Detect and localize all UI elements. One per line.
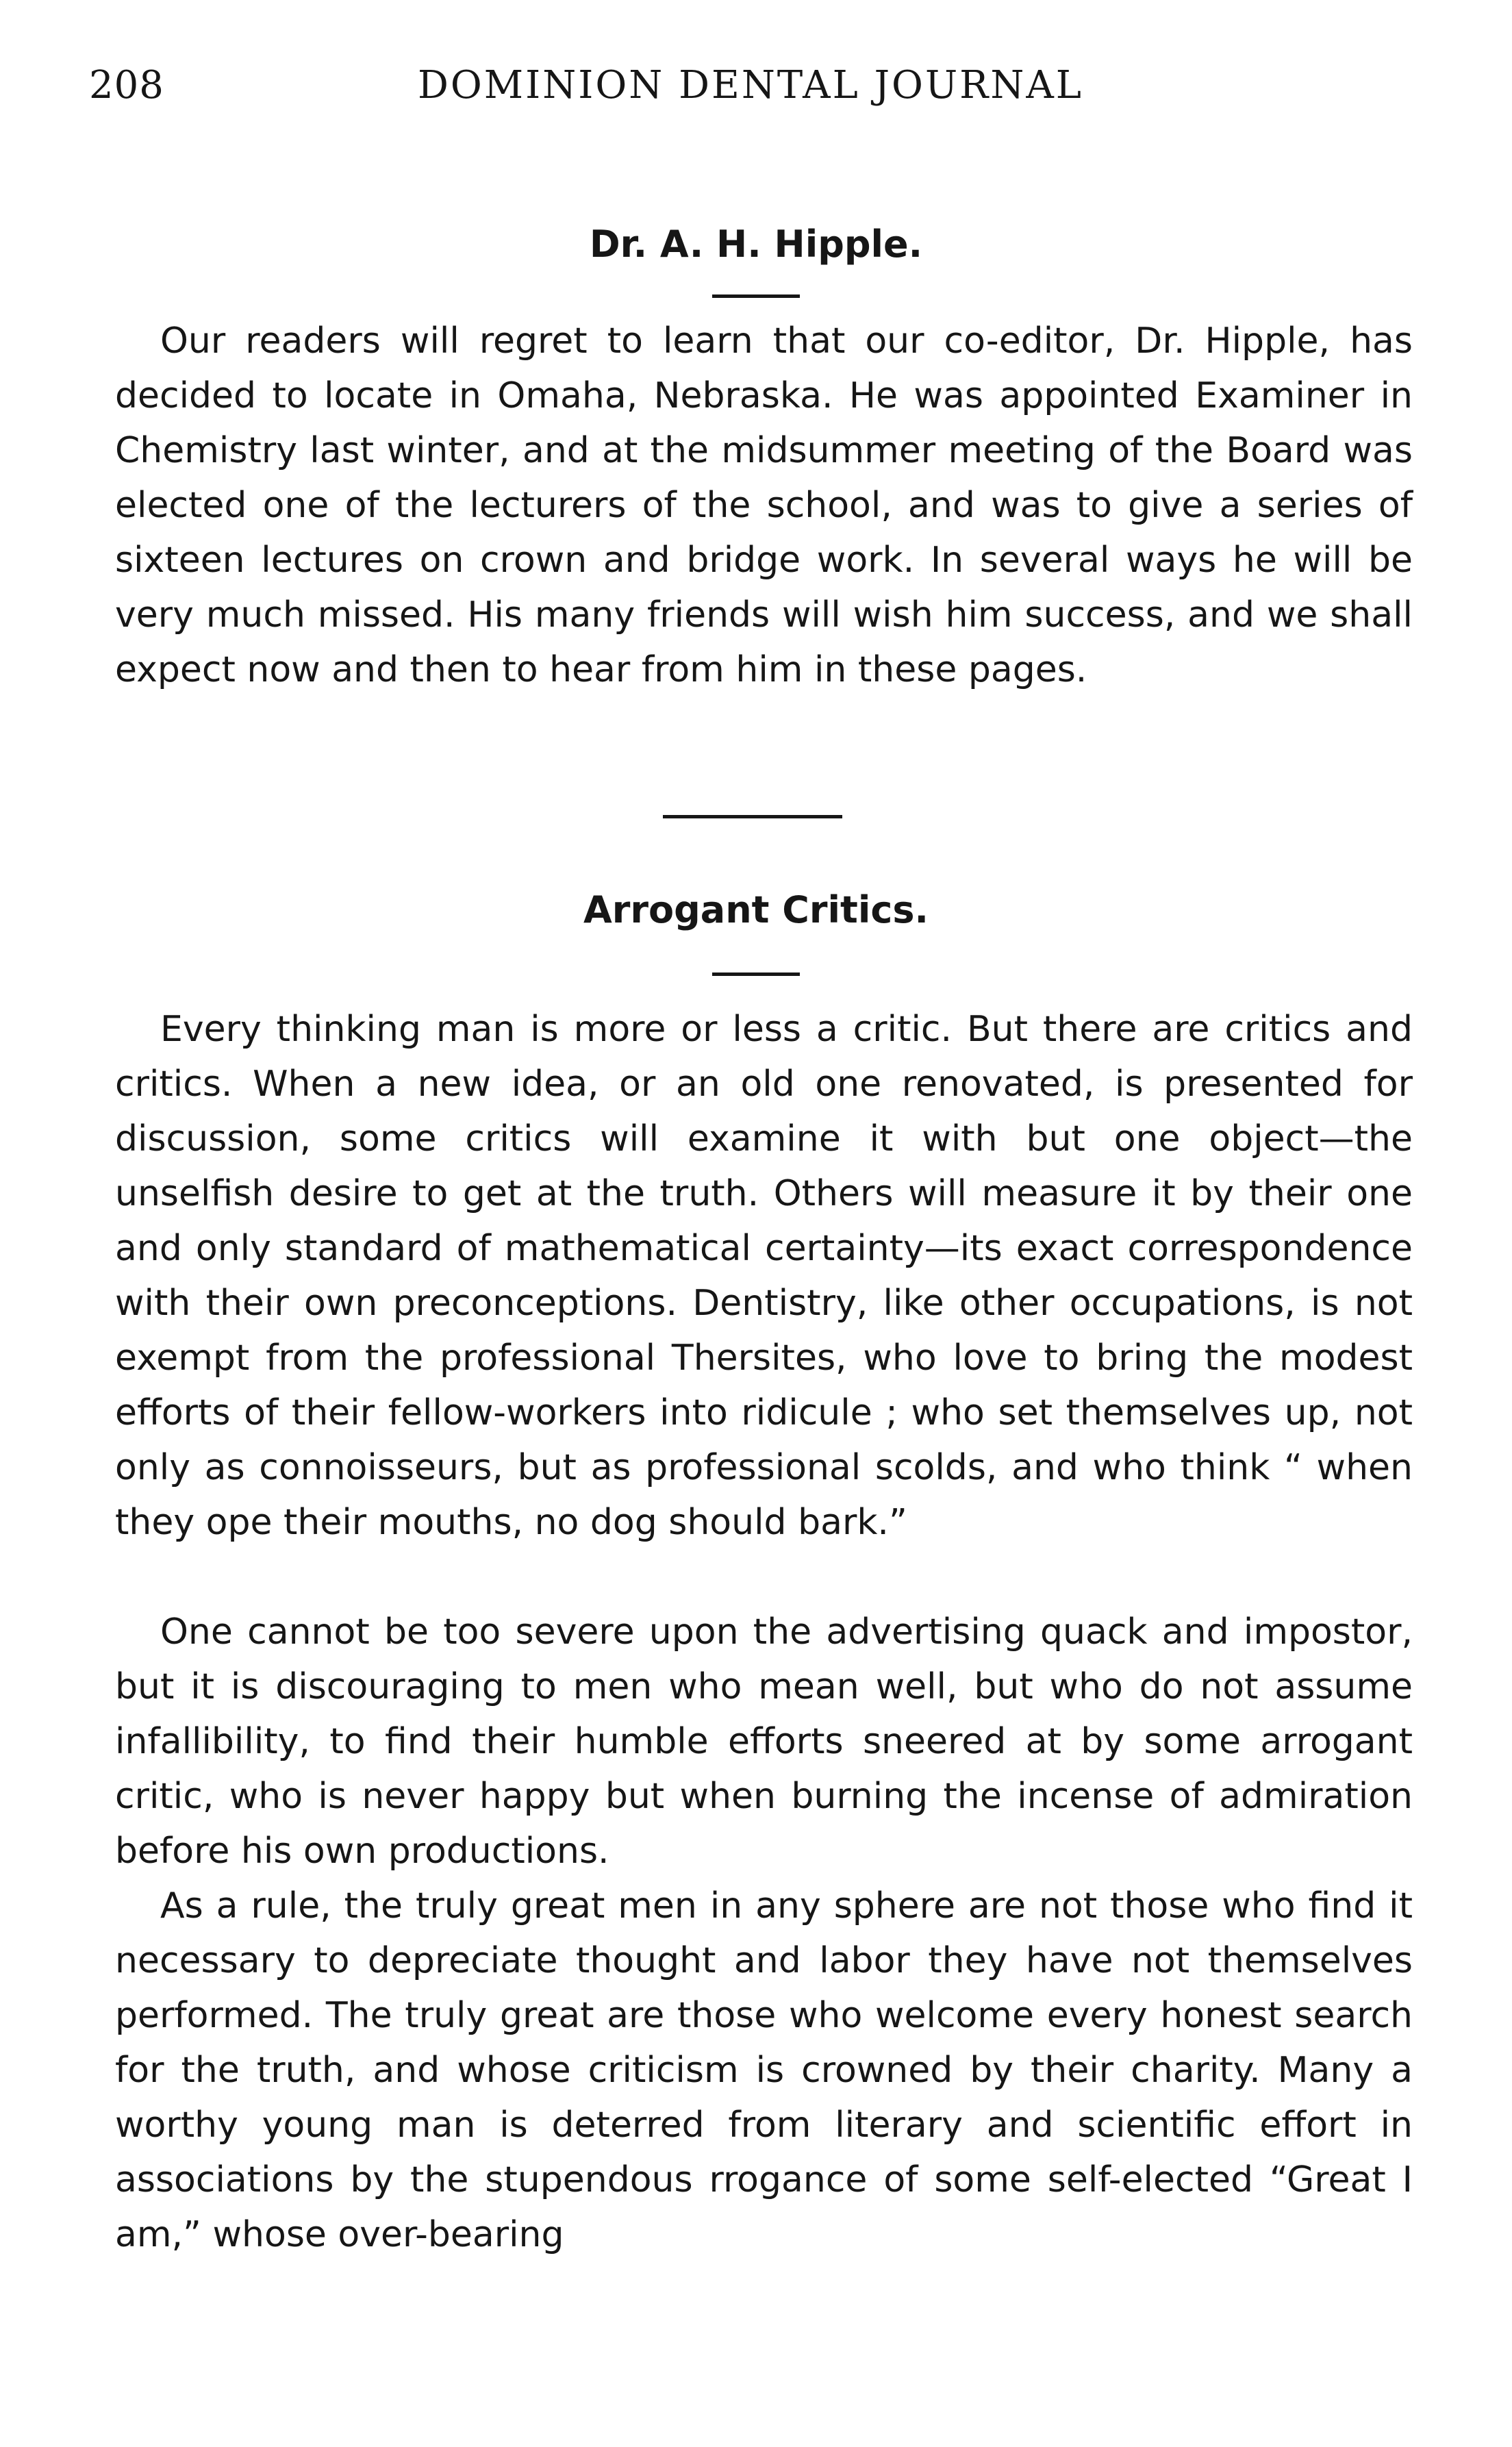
paragraph-hipple: Our readers will regret to learn that our co-editor, Dr. Hipple, has decided to locate in Omaha, Nebraska. He was appointed Examiner in Chemistry last winter, and at the midsummer meeting of the Board was elected one of the lecturers of the school, and was to give a series of sixteen lectures on crown and bridge work. In several ways he will be very much missed. His many friends will wish him success, and we shall expect now and then to hear from him in these pages. — [115, 321, 1413, 690]
paragraph-critics-1: Every thinking man is more or less a critic. But there are critics and critics. When a new idea, or an old one renovated, is presented for discussion, some critics will examine it with but one object—the unselfish desire to get at the truth. Others will measure it by their one and only standard of mathematical certainty—its exact correspondence with their own preconceptions. Dentistry, like other occupations, is not exempt from the professional Thersites, who love to bring the modest efforts of their fellow-workers into ridicule ; who set themselves up, not only as connoisseurs, but as professional scolds, and who think “ when they ope their mouths, no dog should bark.” — [115, 1009, 1413, 1543]
page-number: 208 — [89, 63, 164, 108]
journal-title: DOMINION DENTAL JOURNAL — [418, 63, 1083, 108]
paragraph-critics-2: One cannot be too severe upon the advertising quack and impostor, but it is discouraging to men who mean well, but who do not assume infallibility, to find their humble efforts sneered at by some arrogant critic, who is never happy but when burning the incense of admiration before his own productions. — [115, 1611, 1413, 1872]
running-head — [0, 63, 1512, 118]
heading-rule — [712, 972, 800, 976]
article-heading-hipple: Dr. A. H. Hipple. — [589, 223, 923, 266]
heading-rule — [712, 294, 800, 298]
article-heading-critics: Arrogant Critics. — [583, 888, 929, 931]
paragraph-critics-3: As a rule, the truly great men in any sphere are not those who find it necessary to depreciate thought and labor they have not themselves performed. The truly great are those who welcome every honest search for the truth, and whose criticism is crowned by their charity. Many a worthy young man is deterred from literary and scientific effort in associations by the stupendous rrogance of some self-elected “Great I am,” whose over-bearing — [115, 1885, 1413, 2255]
section-divider — [663, 815, 842, 818]
